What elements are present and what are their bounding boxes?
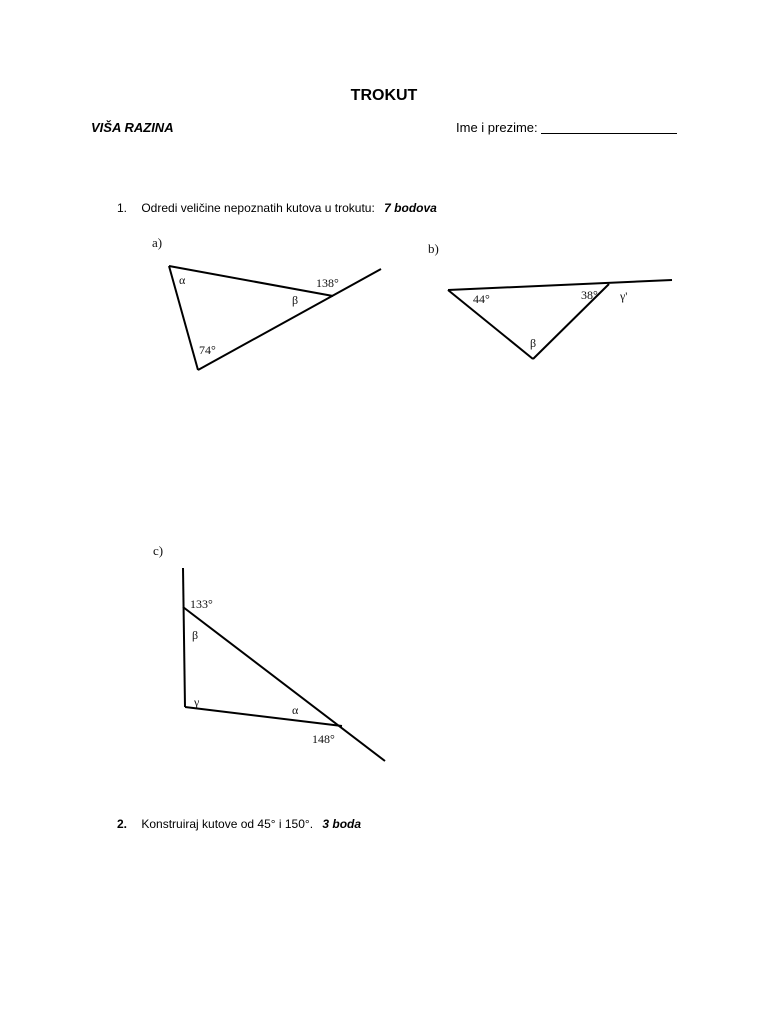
figure-a-angle-alpha: α bbox=[179, 273, 186, 287]
figure-b-label: b) bbox=[428, 241, 439, 256]
figure-c-side-hypotenuse-extended bbox=[183, 607, 385, 761]
figure-c-angle-beta: β bbox=[192, 628, 199, 642]
figure-a-label: a) bbox=[152, 235, 163, 250]
name-field[interactable] bbox=[456, 120, 677, 135]
figure-a-angle-beta: β bbox=[292, 293, 299, 307]
figure-b-angle-gamma: γ' bbox=[620, 289, 628, 303]
figure-c-side-vertical-extended bbox=[183, 568, 185, 707]
figure-c-triangle bbox=[145, 535, 395, 770]
difficulty-level: VIŠA RAZINA bbox=[91, 120, 174, 135]
task-2-points: 3 boda bbox=[322, 817, 362, 831]
figure-b-side-left bbox=[448, 290, 533, 359]
figure-b-side-top-extended bbox=[448, 280, 672, 290]
page-title: TROKUT bbox=[350, 87, 418, 104]
figure-a-side-extended bbox=[198, 269, 381, 370]
name-blank-line[interactable] bbox=[541, 121, 677, 134]
task-1 bbox=[117, 201, 437, 215]
figure-b-triangle bbox=[420, 235, 680, 370]
figure-c-label: c) bbox=[153, 543, 164, 558]
figure-a-side-top bbox=[169, 266, 333, 296]
task-1-number: 1. bbox=[117, 201, 128, 215]
task-1-text: Odredi veličine nepoznatih kutova u trokutu: bbox=[141, 201, 375, 215]
figure-c-angle-148: 148° bbox=[312, 732, 335, 746]
figure-b-angle-44: 44° bbox=[473, 292, 490, 306]
name-label: Ime i prezime: bbox=[456, 120, 538, 135]
figure-b-angle-beta: β bbox=[530, 336, 537, 350]
figure-c-angle-133: 133° bbox=[190, 597, 213, 611]
figure-c-angle-alpha: α bbox=[292, 703, 299, 717]
task-2-text: Konstruiraj kutove od 45° i 150°. bbox=[141, 817, 314, 831]
figure-a-triangle bbox=[140, 230, 400, 380]
task-2-number: 2. bbox=[117, 817, 128, 831]
figure-a-angle-138: 138° bbox=[316, 276, 339, 290]
figure-b-angle-38: 38° bbox=[581, 288, 598, 302]
figure-a-angle-74: 74° bbox=[199, 343, 216, 357]
task-1-points: 7 bodova bbox=[384, 201, 437, 215]
figure-c-angle-gamma: γ bbox=[194, 695, 200, 709]
task-2 bbox=[117, 817, 361, 831]
